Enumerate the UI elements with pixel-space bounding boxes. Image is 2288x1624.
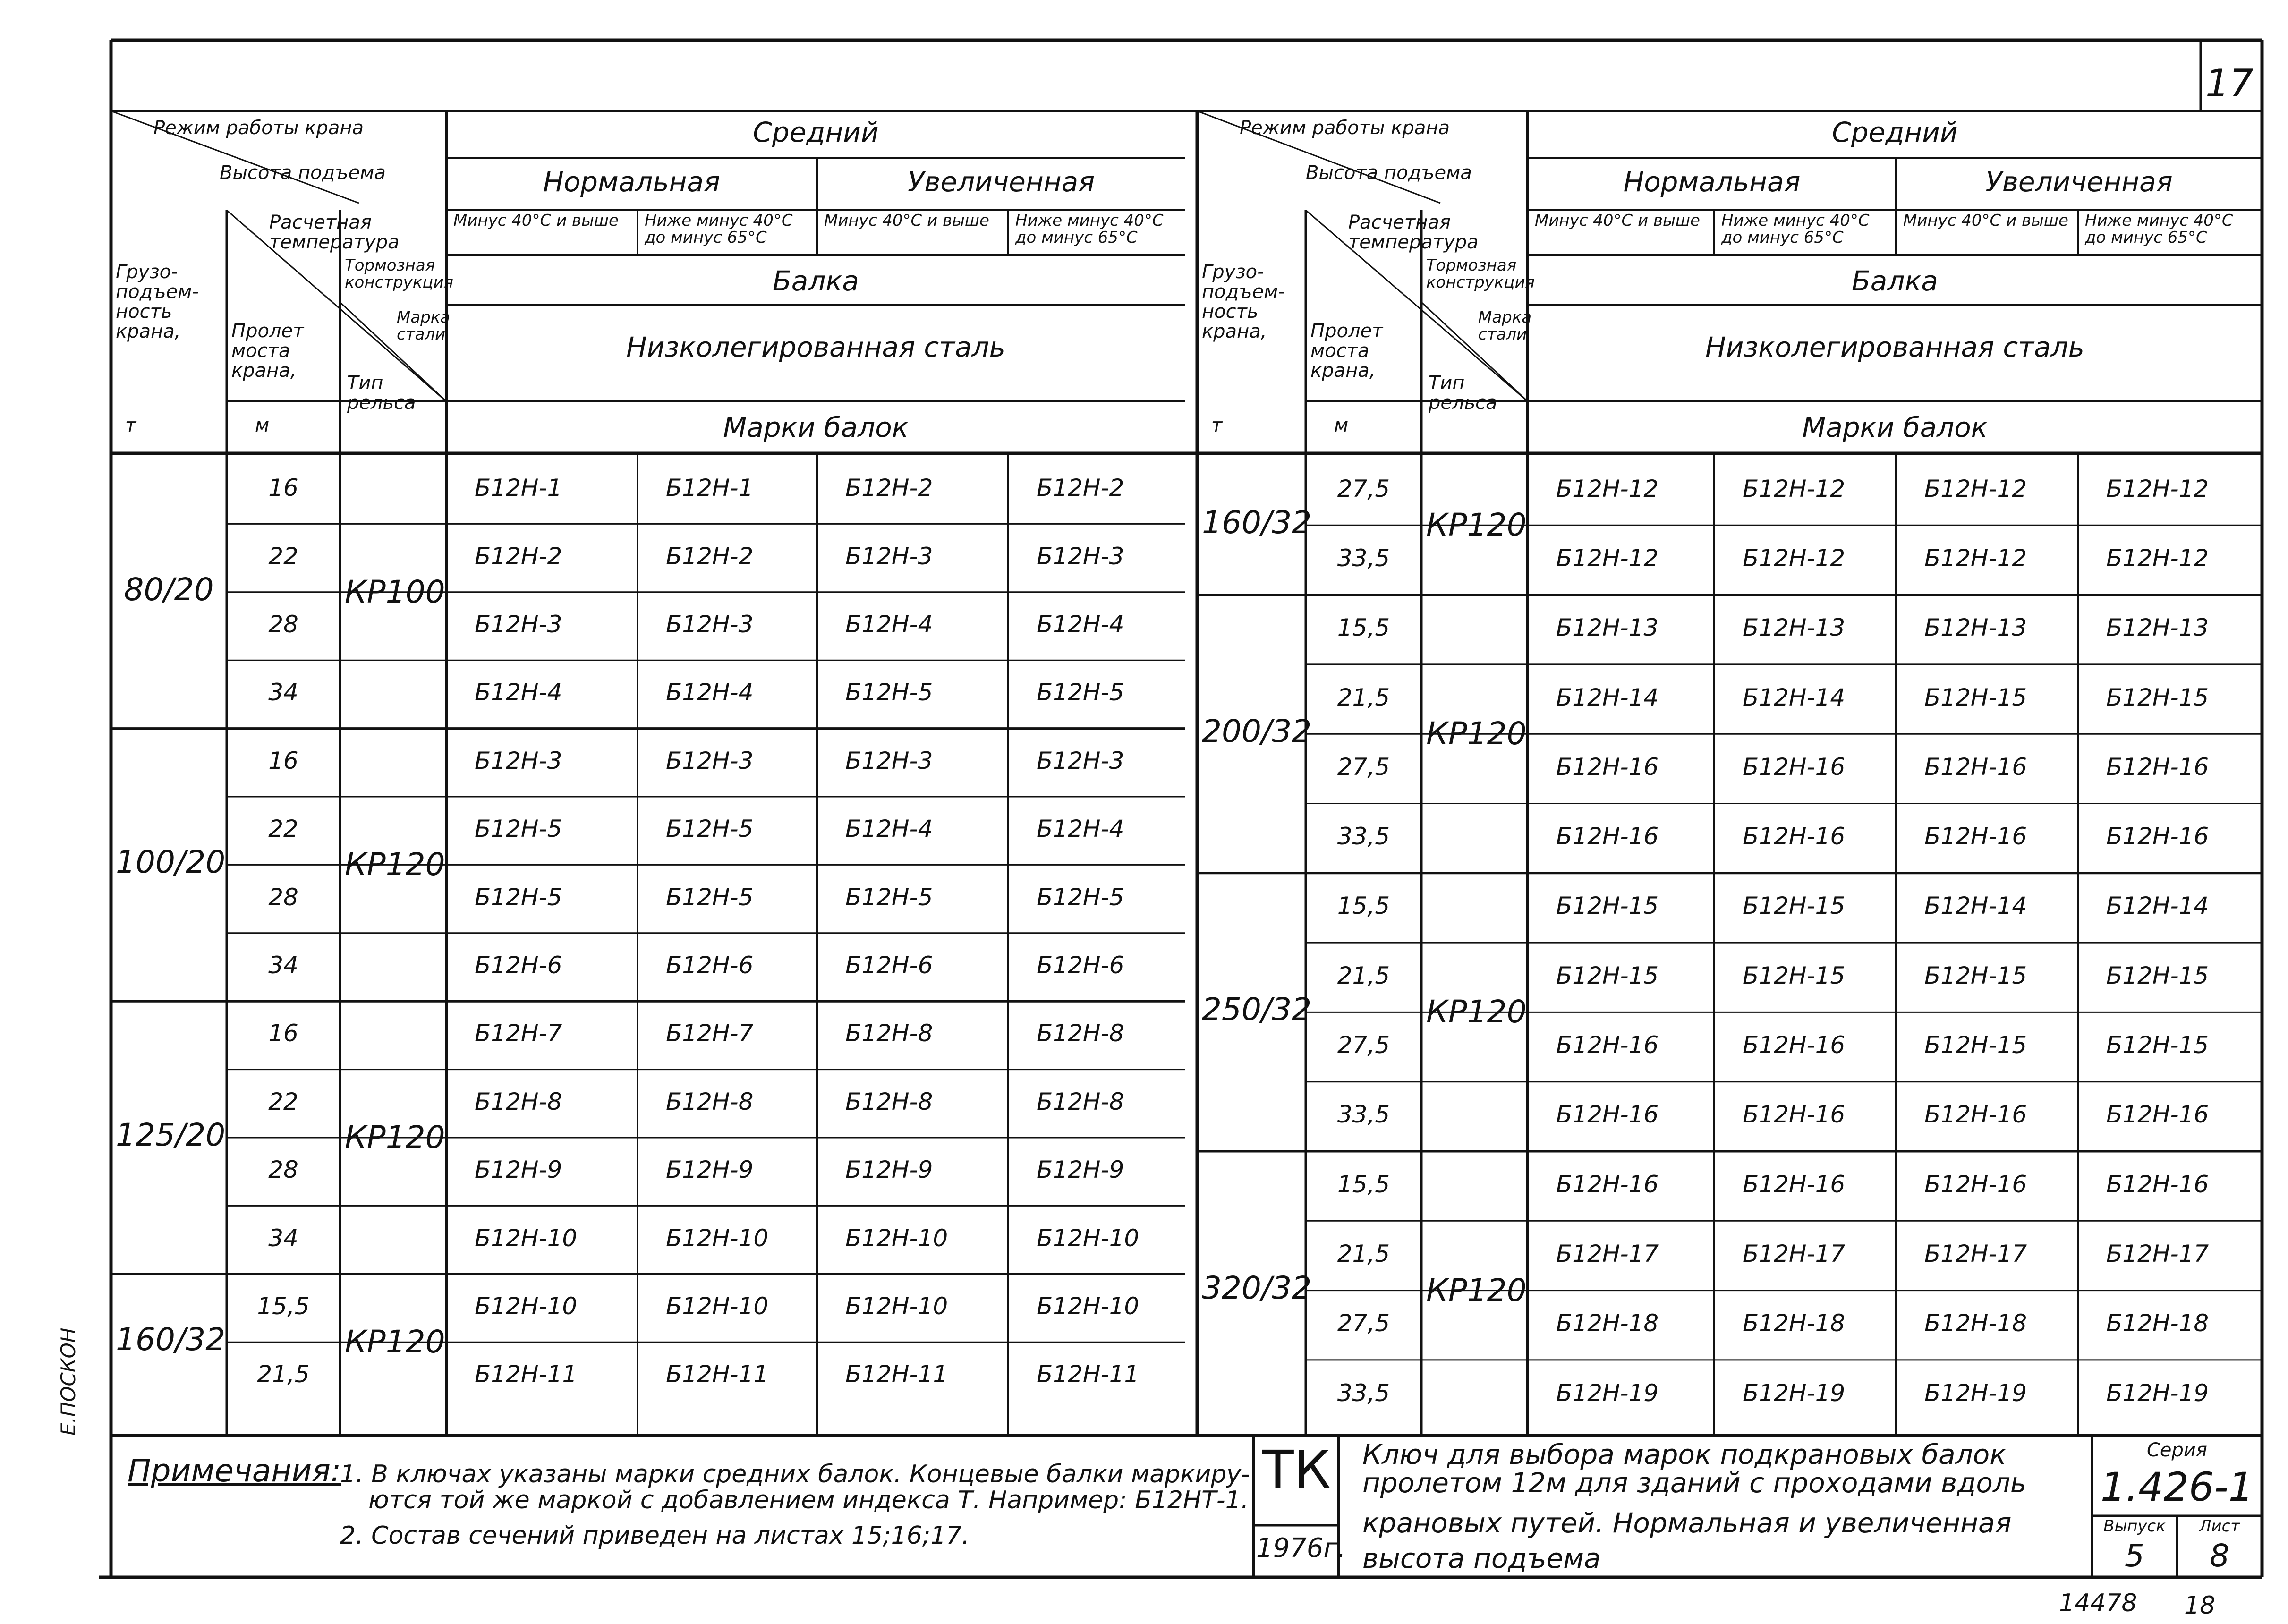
right-span: 21,5 (1337, 1240, 1390, 1267)
side-stamp: Е.ПОСКОН (57, 1327, 80, 1436)
left-beam-mark: Б12Н-11 (845, 1360, 948, 1388)
left-beam-mark: Б12Н-4 (475, 679, 562, 706)
left-header-steel-mark: Марка стали (397, 308, 451, 344)
notes-title: Примечания: (128, 1453, 341, 1489)
right-beam-mark: Б12Н-17 (1743, 1240, 1846, 1267)
left-span: 16 (268, 747, 298, 774)
left-beam-mark: Б12Н-5 (845, 679, 933, 706)
right-beam-mark: Б12Н-18 (2106, 1309, 2209, 1337)
left-header-brake: Тормозная конструкция (345, 256, 453, 292)
right-beam-mark: Б12Н-15 (1924, 683, 2027, 711)
left-beam-label: Балка (773, 265, 859, 297)
right-beam-mark: Б12Н-17 (1556, 1240, 1659, 1267)
right-capacity: 160/32 (1202, 504, 1312, 541)
left-beam-mark: Б12Н-10 (1037, 1292, 1140, 1320)
right-marks-label: Марки балок (1802, 411, 1988, 443)
left-header-mode: Режим работы крана (153, 117, 364, 139)
right-beam-label: Балка (1852, 265, 1938, 297)
left-marks-label: Марки балок (723, 411, 909, 443)
left-beam-mark: Б12Н-2 (845, 474, 933, 502)
left-beam-mark: Б12Н-9 (475, 1156, 562, 1184)
right-span: 27,5 (1337, 475, 1390, 502)
left-beam-mark: Б12Н-7 (475, 1020, 562, 1047)
issue-label: Выпуск (2103, 1517, 2166, 1536)
left-beam-mark: Б12Н-3 (845, 747, 933, 774)
left-beam-mark: Б12Н-10 (1037, 1224, 1140, 1252)
left-beam-mark: Б12Н-10 (666, 1292, 769, 1320)
right-beam-mark: Б12Н-14 (1556, 683, 1659, 711)
left-beam-mark: Б12Н-9 (1037, 1156, 1124, 1184)
right-beam-mark: Б12Н-16 (1556, 1170, 1659, 1198)
right-beam-mark: Б12Н-12 (1556, 544, 1659, 572)
right-span: 27,5 (1337, 1309, 1390, 1337)
left-span: 15,5 (257, 1292, 310, 1320)
right-span: 27,5 (1337, 753, 1390, 781)
title-line-2: пролетом 12м для зданий с проходами вдоль (1362, 1467, 2027, 1499)
right-temp-3: Минус 40°С и выше (1903, 211, 2068, 230)
left-beam-mark: Б12Н-3 (666, 611, 754, 638)
issue-value: 5 (2125, 1538, 2144, 1574)
left-capacity: 80/20 (124, 571, 214, 608)
right-beam-mark: Б12Н-12 (1743, 475, 1846, 502)
right-beam-mark: Б12Н-16 (1556, 753, 1659, 781)
left-beam-mark: Б12Н-6 (845, 952, 933, 979)
left-beam-mark: Б12Н-8 (666, 1088, 754, 1115)
left-header-capacity: Грузо-подъем-ность крана, (116, 261, 199, 342)
left-span: 28 (268, 1156, 298, 1184)
left-beam-mark: Б12Н-5 (475, 815, 562, 843)
right-header-temp: Расчетная температура (1348, 212, 1479, 253)
left-beam-mark: Б12Н-2 (666, 542, 754, 570)
right-beam-mark: Б12Н-17 (2106, 1240, 2209, 1267)
left-header-height: Высота подъема (220, 162, 386, 184)
right-capacity: 320/32 (1202, 1269, 1312, 1306)
left-beam-mark: Б12Н-5 (475, 883, 562, 911)
sheet-label: Лист (2199, 1517, 2240, 1536)
right-header-span: Пролет моста крана, (1310, 320, 1383, 382)
right-beam-mark: Б12Н-16 (1743, 753, 1846, 781)
left-rail: КР120 (345, 1324, 445, 1360)
left-beam-mark: Б12Н-10 (475, 1292, 578, 1320)
title-line-1: Ключ для выбора марок подкрановых балок (1362, 1438, 2007, 1471)
right-span: 33,5 (1337, 544, 1390, 572)
left-temp-2: Ниже минус 40°С до минус 65°С (645, 211, 793, 247)
left-rail: КР120 (345, 846, 445, 883)
left-span: 22 (268, 815, 298, 843)
left-capacity: 160/32 (116, 1321, 226, 1358)
left-steel-label: Низколегированная сталь (626, 331, 1005, 363)
right-steel-label: Низколегированная сталь (1705, 331, 2084, 363)
right-span: 27,5 (1337, 1031, 1390, 1059)
right-beam-mark: Б12Н-16 (1924, 1170, 2027, 1198)
left-beam-mark: Б12Н-5 (666, 883, 754, 911)
left-beam-mark: Б12Н-8 (845, 1020, 933, 1047)
right-beam-mark: Б12Н-12 (1924, 544, 2027, 572)
left-beam-mark: Б12Н-2 (475, 542, 562, 570)
left-capacity: 125/20 (116, 1117, 226, 1153)
right-height-increased: Увеличенная (1985, 166, 2173, 198)
right-beam-mark: Б12Н-16 (1556, 1101, 1659, 1129)
series-label: Серия (2147, 1439, 2207, 1461)
right-span: 21,5 (1337, 961, 1390, 989)
right-beam-mark: Б12Н-12 (1556, 475, 1659, 502)
left-beam-mark: Б12Н-3 (845, 542, 933, 570)
right-span: 21,5 (1337, 683, 1390, 711)
right-mode-value: Средний (1832, 116, 1958, 148)
left-header-temp: Расчетная температура (269, 212, 400, 253)
left-beam-mark: Б12Н-3 (666, 747, 754, 774)
left-beam-mark: Б12Н-2 (1037, 474, 1124, 502)
right-beam-mark: Б12Н-16 (1556, 823, 1659, 850)
right-beam-mark: Б12Н-16 (1924, 823, 2027, 850)
right-span: 15,5 (1337, 1170, 1390, 1198)
right-beam-mark: Б12Н-13 (1743, 614, 1846, 642)
right-beam-mark: Б12Н-16 (1556, 1031, 1659, 1059)
right-beam-mark: Б12Н-16 (1924, 753, 2027, 781)
right-beam-mark: Б12Н-13 (2106, 614, 2209, 642)
right-beam-mark: Б12Н-14 (2106, 892, 2209, 920)
left-beam-mark: Б12Н-10 (845, 1224, 948, 1252)
left-capacity: 100/20 (116, 844, 226, 881)
left-header-capacity-unit: т (125, 415, 136, 436)
left-beam-mark: Б12Н-9 (666, 1156, 754, 1184)
right-beam-mark: Б12Н-17 (1924, 1240, 2027, 1267)
right-beam-mark: Б12Н-15 (1924, 961, 2027, 989)
left-temp-3: Минус 40°С и выше (824, 211, 989, 230)
left-mode-value: Средний (753, 116, 879, 148)
right-beam-mark: Б12Н-19 (2106, 1379, 2209, 1407)
right-beam-mark: Б12Н-12 (1743, 544, 1846, 572)
left-beam-mark: Б12Н-3 (475, 611, 562, 638)
right-beam-mark: Б12Н-14 (1743, 683, 1846, 711)
right-beam-mark: Б12Н-16 (2106, 1101, 2209, 1129)
year: 1976г. (1256, 1533, 1346, 1564)
left-rail: КР100 (345, 573, 445, 610)
left-beam-mark: Б12Н-4 (845, 815, 933, 843)
notes-line-2: ются той же маркой с добавлением индекса Т. Например: Б12НТ-1. (368, 1486, 1249, 1514)
right-beam-mark: Б12Н-16 (1743, 1101, 1846, 1129)
left-beam-mark: Б12Н-6 (475, 952, 562, 979)
right-height-normal: Нормальная (1623, 166, 1801, 198)
right-beam-mark: Б12Н-13 (1924, 614, 2027, 642)
right-beam-mark: Б12Н-15 (1556, 961, 1659, 989)
right-header-span-unit: м (1334, 415, 1349, 436)
left-rail: КР120 (345, 1119, 445, 1156)
right-beam-mark: Б12Н-15 (2106, 961, 2209, 989)
right-temp-1: Минус 40°С и выше (1535, 211, 1700, 230)
left-header-span: Пролет моста крана, (231, 320, 304, 382)
left-span: 34 (268, 679, 298, 706)
right-beam-mark: Б12Н-18 (1556, 1309, 1659, 1337)
left-beam-mark: Б12Н-4 (1037, 611, 1124, 638)
right-beam-mark: Б12Н-16 (1743, 1170, 1846, 1198)
right-header-height: Высота подъема (1306, 162, 1472, 184)
sheet-value: 8 (2210, 1538, 2229, 1574)
right-beam-mark: Б12Н-12 (1924, 475, 2027, 502)
left-beam-mark: Б12Н-5 (1037, 679, 1124, 706)
right-span: 15,5 (1337, 614, 1390, 642)
right-temp-4: Ниже минус 40°С до минус 65°С (2085, 211, 2233, 247)
right-header-rail: Тип рельса (1429, 372, 1497, 414)
right-beam-mark: Б12Н-19 (1924, 1379, 2027, 1407)
left-beam-mark: Б12Н-8 (1037, 1020, 1124, 1047)
right-span: 15,5 (1337, 892, 1390, 920)
right-header-mode: Режим работы крана (1240, 117, 1450, 139)
left-beam-mark: Б12Н-10 (666, 1224, 769, 1252)
left-header-rail: Тип рельса (347, 372, 416, 414)
left-span: 28 (268, 611, 298, 638)
left-beam-mark: Б12Н-11 (666, 1360, 769, 1388)
series-value: 1.426-1 (2100, 1464, 2254, 1510)
left-span: 34 (268, 1224, 298, 1252)
right-span: 33,5 (1337, 1379, 1390, 1407)
left-beam-mark: Б12Н-8 (475, 1088, 562, 1115)
archive-page: 18 (2184, 1591, 2216, 1620)
left-height-normal: Нормальная (543, 166, 720, 198)
right-header-brake: Тормозная конструкция (1426, 256, 1535, 292)
right-beam-mark: Б12Н-15 (1743, 892, 1846, 920)
left-beam-mark: Б12Н-8 (845, 1088, 933, 1115)
left-span: 34 (268, 952, 298, 979)
right-beam-mark: Б12Н-13 (1556, 614, 1659, 642)
right-beam-mark: Б12Н-15 (1924, 1031, 2027, 1059)
right-rail: КР120 (1426, 1272, 1527, 1309)
left-beam-mark: Б12Н-4 (1037, 815, 1124, 843)
left-beam-mark: Б12Н-5 (1037, 883, 1124, 911)
left-beam-mark: Б12Н-7 (666, 1020, 754, 1047)
archive-number: 14478 (2059, 1589, 2137, 1617)
left-beam-mark: Б12Н-1 (475, 474, 562, 502)
right-beam-mark: Б12Н-16 (2106, 823, 2209, 850)
right-beam-mark: Б12Н-16 (1743, 823, 1846, 850)
left-span: 16 (268, 1020, 298, 1047)
left-beam-mark: Б12Н-4 (845, 611, 933, 638)
right-capacity: 250/32 (1202, 991, 1312, 1028)
right-beam-mark: Б12Н-18 (1924, 1309, 2027, 1337)
title-line-3: крановых путей. Нормальная и увеличенная (1362, 1507, 2012, 1539)
left-beam-mark: Б12Н-11 (1037, 1360, 1140, 1388)
right-beam-mark: Б12Н-15 (1743, 961, 1846, 989)
left-beam-mark: Б12Н-5 (845, 883, 933, 911)
right-beam-mark: Б12Н-15 (1556, 892, 1659, 920)
right-beam-mark: Б12Н-19 (1556, 1379, 1659, 1407)
right-rail: КР120 (1426, 507, 1527, 544)
left-span: 28 (268, 883, 298, 911)
left-beam-mark: Б12Н-9 (845, 1156, 933, 1184)
left-beam-mark: Б12Н-3 (475, 747, 562, 774)
left-beam-mark: Б12Н-10 (845, 1292, 948, 1320)
left-beam-mark: Б12Н-8 (1037, 1088, 1124, 1115)
left-beam-mark: Б12Н-4 (666, 679, 754, 706)
left-beam-mark: Б12Н-1 (666, 474, 754, 502)
left-temp-4: Ниже минус 40°С до минус 65°С (1015, 211, 1164, 247)
right-span: 33,5 (1337, 1101, 1390, 1129)
right-header-capacity: Грузо-подъем-ность крана, (1202, 261, 1285, 342)
right-beam-mark: Б12Н-16 (2106, 1170, 2209, 1198)
left-beam-mark: Б12Н-10 (475, 1224, 578, 1252)
notes-line-3: 2. Состав сечений приведен на листах 15;16;17. (340, 1522, 970, 1550)
left-beam-mark: Б12Н-6 (666, 952, 754, 979)
title-line-4: высота подъема (1362, 1542, 1601, 1574)
page-number: 17 (2205, 61, 2254, 105)
right-beam-mark: Б12Н-16 (1743, 1031, 1846, 1059)
left-height-increased: Увеличенная (907, 166, 1095, 198)
left-temp-1: Минус 40°С и выше (453, 211, 619, 230)
right-rail: КР120 (1426, 994, 1527, 1030)
left-beam-mark: Б12Н-11 (475, 1360, 578, 1388)
left-header-span-unit: м (255, 415, 270, 436)
org-code: ТК (1262, 1439, 1331, 1500)
left-beam-mark: Б12Н-5 (666, 815, 754, 843)
left-beam-mark: Б12Н-3 (1037, 747, 1124, 774)
right-beam-mark: Б12Н-18 (1743, 1309, 1846, 1337)
right-beam-mark: Б12Н-14 (1924, 892, 2027, 920)
right-beam-mark: Б12Н-12 (2106, 544, 2209, 572)
right-beam-mark: Б12Н-15 (2106, 683, 2209, 711)
left-beam-mark: Б12Н-3 (1037, 542, 1124, 570)
right-temp-2: Ниже минус 40°С до минус 65°С (1721, 211, 1870, 247)
right-capacity: 200/32 (1202, 713, 1312, 750)
left-span: 21,5 (257, 1360, 310, 1388)
right-span: 33,5 (1337, 823, 1390, 850)
right-beam-mark: Б12Н-16 (2106, 753, 2209, 781)
right-beam-mark: Б12Н-16 (1924, 1101, 2027, 1129)
notes-line-1: 1. В ключах указаны марки средних балок. Концевые балки маркиру- (340, 1460, 1250, 1488)
right-header-capacity-unit: т (1211, 415, 1223, 436)
right-beam-mark: Б12Н-19 (1743, 1379, 1846, 1407)
left-span: 22 (268, 1088, 298, 1115)
right-beam-mark: Б12Н-12 (2106, 475, 2209, 502)
left-span: 22 (268, 542, 298, 570)
right-beam-mark: Б12Н-15 (2106, 1031, 2209, 1059)
left-span: 16 (268, 474, 298, 502)
right-header-steel-mark: Марка стали (1478, 308, 1532, 344)
left-beam-mark: Б12Н-6 (1037, 952, 1124, 979)
right-rail: КР120 (1426, 715, 1527, 752)
